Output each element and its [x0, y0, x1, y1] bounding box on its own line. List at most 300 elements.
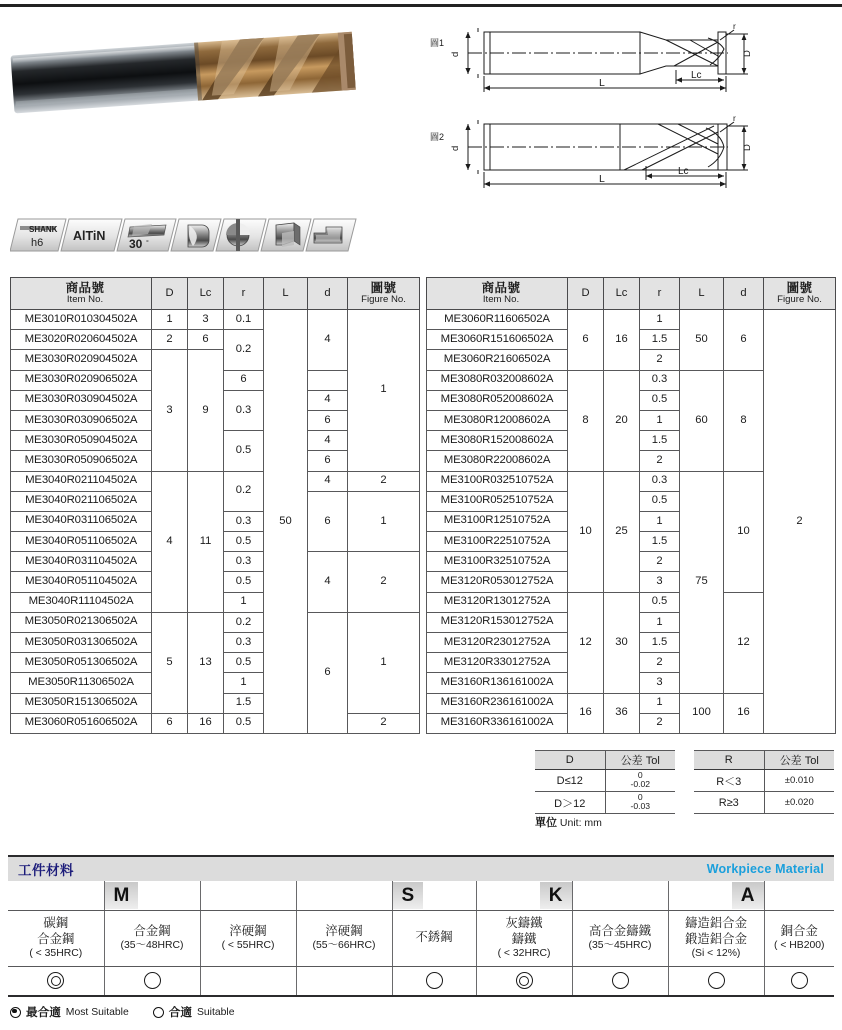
- tol-r-cond: R＜3: [694, 770, 764, 792]
- table-row[interactable]: [11, 612, 420, 632]
- material-hardness: ( < 35HRC): [29, 947, 83, 959]
- cell-item: ME3050R021306502A: [11, 612, 152, 632]
- cell-d: 6: [308, 491, 348, 552]
- cell-r: 1.5: [640, 633, 680, 653]
- svg-text:SHANK: SHANK: [29, 225, 58, 234]
- cell-r: 0.2: [224, 612, 264, 632]
- cell-item: ME3160R336161002A: [427, 713, 568, 733]
- dim-Lc: Lc: [691, 70, 702, 81]
- cell-r: 0.5: [640, 390, 680, 410]
- suitability-cell: [200, 966, 296, 996]
- tol-r-header-left: R: [694, 751, 764, 770]
- cell-r: 1: [224, 592, 264, 612]
- header-Lc: Lc: [604, 278, 640, 310]
- material-name-cell: [296, 910, 392, 966]
- cell-D: 6: [152, 713, 188, 733]
- header-fig-cn: 圖號: [370, 280, 397, 295]
- header-Lc: Lc: [188, 278, 224, 310]
- figure-2-drawing: [428, 112, 832, 204]
- cell-item: ME3050R151306502A: [11, 693, 152, 713]
- iso-group-cell: [764, 881, 834, 910]
- dim-r: r: [733, 21, 736, 31]
- cell-item: ME3100R32510752A: [427, 552, 568, 572]
- cell-r: 0.5: [640, 491, 680, 511]
- cell-item: ME3040R11104502A: [11, 592, 152, 612]
- cell-r: 0.5: [224, 653, 264, 673]
- material-line1: 碳鋼: [43, 916, 69, 931]
- shoulder-milling-icon: [306, 219, 356, 251]
- cell-item: ME3030R050906502A: [11, 451, 152, 471]
- feature-icon-strip: [10, 213, 362, 255]
- header-figure-no: [764, 278, 836, 310]
- cell-d: 12: [724, 592, 764, 693]
- material-name-cell: [200, 910, 296, 966]
- coating-altin-icon: [61, 219, 122, 251]
- cell-item: ME3100R12510752A: [427, 511, 568, 531]
- material-hardness: (55〜66HRC): [312, 940, 376, 952]
- cell-item: ME3050R11306502A: [11, 673, 152, 693]
- suitability-row: [8, 966, 834, 996]
- workpiece-title-cn: 工件材料: [18, 863, 74, 878]
- table-row[interactable]: [11, 310, 420, 330]
- material-line2: 合金鋼: [37, 931, 75, 946]
- legend-suitable: [153, 1004, 235, 1020]
- cell-item: ME3040R051104502A: [11, 572, 152, 592]
- legend-en: Most Suitable: [65, 1006, 129, 1018]
- cell-item: ME3030R050904502A: [11, 431, 152, 451]
- cell-r: 1.5: [224, 693, 264, 713]
- legend-cn: 合適: [168, 1006, 192, 1019]
- cell-item: ME3040R021106502A: [11, 491, 152, 511]
- cell-D: 10: [568, 471, 604, 592]
- cell-fig: 2: [348, 471, 420, 491]
- iso-group-row: [8, 881, 834, 910]
- cell-item: ME3040R031106502A: [11, 511, 152, 531]
- double-ring-icon: [10, 1007, 21, 1018]
- cell-item: ME3080R22008602A: [427, 451, 568, 471]
- material-hardness: (Si < 12%): [691, 947, 741, 959]
- cell-r: 0.5: [224, 431, 264, 471]
- cell-d: 4: [308, 431, 348, 451]
- cell-r: 0.3: [640, 370, 680, 390]
- table-row[interactable]: [11, 471, 420, 491]
- dim-D-big: D: [742, 144, 753, 151]
- header-figure-no: [348, 278, 420, 310]
- cell-item: ME3100R22510752A: [427, 532, 568, 552]
- figure-2-svg: [428, 112, 832, 204]
- dim-D-big: D: [742, 50, 753, 57]
- iso-group-A: [668, 881, 764, 910]
- cell-item: ME3080R152008602A: [427, 431, 568, 451]
- side-milling-icon: [261, 219, 311, 251]
- header-fig-cn: 圖號: [786, 280, 813, 295]
- tol-r-header-en: Tol: [804, 755, 819, 767]
- tolerance-row: [694, 770, 834, 792]
- material-hardness: ( < 55HRC): [221, 940, 275, 952]
- workpiece-material-header: [8, 855, 834, 881]
- cell-r: 3: [640, 673, 680, 693]
- svg-text:AlTiN: AlTiN: [73, 229, 106, 243]
- tol-d-header-cn: 公差: [620, 755, 643, 767]
- spec-header-row: [427, 278, 836, 310]
- legend-en: Suitable: [196, 1006, 235, 1018]
- dim-L: L: [599, 77, 605, 89]
- material-hardness: ( < 32HRC): [497, 947, 551, 959]
- cell-D: 6: [568, 310, 604, 371]
- cell-d: 4: [308, 310, 348, 371]
- tol-d-top: 0: [637, 770, 643, 781]
- material-line2: 鍛造鋁合金: [685, 931, 747, 946]
- header-item-cn: 商品號: [65, 280, 105, 295]
- tol-r-header-right: [764, 751, 834, 770]
- unit-cn: 單位: [535, 817, 557, 829]
- cell-r: 1.5: [640, 431, 680, 451]
- tol-d-header-right: [605, 751, 675, 770]
- single-ring-icon: [791, 972, 808, 989]
- table-row[interactable]: [11, 713, 420, 733]
- cell-r: 1: [640, 310, 680, 330]
- cell-d: 10: [724, 471, 764, 592]
- cell-item: ME3100R032510752A: [427, 471, 568, 491]
- cell-L: 60: [680, 370, 724, 471]
- single-ring-icon: [612, 972, 629, 989]
- cell-item: ME3030R030906502A: [11, 410, 152, 430]
- material-line1: 高合金鑄鐵: [589, 923, 651, 938]
- cell-d: 6: [724, 310, 764, 371]
- cell-Lc: 36: [604, 693, 640, 733]
- cell-fig: 2: [348, 552, 420, 613]
- single-ring-icon: [153, 1007, 164, 1018]
- tol-r-value: ±0.010: [764, 770, 834, 792]
- cell-D: 4: [152, 471, 188, 612]
- single-ring-icon: [426, 972, 443, 989]
- material-line1: 銅合金: [780, 923, 818, 938]
- cell-D: 8: [568, 370, 604, 471]
- dim-Lc: Lc: [678, 166, 689, 177]
- material-line1: 淬硬鋼: [229, 923, 267, 938]
- tolerance-table-r: [694, 750, 834, 814]
- header-L: L: [264, 278, 308, 310]
- cell-d: 6: [224, 370, 264, 390]
- cell-d: 16: [724, 693, 764, 733]
- spec-header-row: [11, 278, 420, 310]
- cell-d: 6: [308, 410, 348, 430]
- cell-r: 0.3: [224, 390, 264, 430]
- tol-d-cond: D＞12: [535, 792, 605, 814]
- tol-d-header-en: Tol: [645, 755, 660, 767]
- header-D: D: [568, 278, 604, 310]
- tol-d-value: [605, 770, 675, 792]
- tol-r-header-cn: 公差: [779, 755, 802, 767]
- cell-item: ME3060R151606502A: [427, 330, 568, 350]
- cell-d: 4: [308, 390, 348, 410]
- cell-D: 2: [152, 330, 188, 350]
- header-D: D: [152, 278, 188, 310]
- material-name-cell: [572, 910, 668, 966]
- cell-item: ME3050R031306502A: [11, 633, 152, 653]
- cell-r: 0.2: [224, 471, 264, 511]
- header-r: r: [224, 278, 264, 310]
- tol-d-header-left: D: [535, 751, 605, 770]
- svg-text:30: 30: [129, 237, 143, 251]
- material-line1: 鑄造鋁合金: [685, 916, 747, 931]
- cell-Lc: 25: [604, 471, 640, 592]
- spec-body-left: [11, 310, 420, 734]
- helix-angle-icon: [117, 219, 176, 251]
- material-name-cell: [392, 910, 476, 966]
- cell-r: 0.3: [640, 471, 680, 491]
- spec-table-right: [426, 277, 836, 734]
- cell-D: 16: [568, 693, 604, 733]
- cell-item: ME3160R136161002A: [427, 673, 568, 693]
- cell-item: ME3020R020604502A: [11, 330, 152, 350]
- cell-r: 0.3: [224, 552, 264, 572]
- svg-text:h6: h6: [31, 237, 44, 249]
- cell-r: 0.1: [224, 310, 264, 330]
- header-item-en: Item No.: [66, 294, 104, 306]
- cell-item: ME3060R11606502A: [427, 310, 568, 330]
- cell-r: 0.2: [224, 330, 264, 370]
- suitability-legend: [10, 1004, 251, 1020]
- material-hardness: (35〜48HRC): [120, 940, 184, 952]
- iso-badge-M: M: [105, 882, 139, 909]
- tol-d-top: 0: [637, 792, 643, 803]
- tol-d-bot: -0.02: [630, 778, 651, 789]
- cell-r: 2: [640, 350, 680, 370]
- header-d: d: [308, 278, 348, 310]
- material-hardness: (35〜45HRC): [588, 940, 652, 952]
- cell-Lc: 11: [188, 471, 224, 612]
- cell-fig: 2: [764, 310, 836, 734]
- double-ring-icon: [47, 972, 64, 989]
- cell-item: ME3040R051106502A: [11, 532, 152, 552]
- suitability-cell: [104, 966, 200, 996]
- legend-most-suitable: [10, 1004, 129, 1020]
- spec-body-right: [427, 310, 836, 734]
- cell-item: ME3120R053012752A: [427, 572, 568, 592]
- cell-item: ME3120R153012752A: [427, 612, 568, 632]
- cell-r: 1.5: [640, 330, 680, 350]
- flute-section-icon: [171, 219, 221, 251]
- header-d: d: [724, 278, 764, 310]
- iso-group-K: [476, 881, 572, 910]
- cell-fig: 2: [348, 713, 420, 733]
- material-line1: 合金鋼: [133, 923, 171, 938]
- suitability-cell: [476, 966, 572, 996]
- tol-r-cond: R≥3: [694, 792, 764, 814]
- product-photo: [10, 18, 402, 122]
- cell-r: 2: [640, 713, 680, 733]
- workpiece-material-table: [8, 881, 834, 997]
- cell-item: ME3120R23012752A: [427, 633, 568, 653]
- suitability-cell: [392, 966, 476, 996]
- material-line2: 鑄鐵: [511, 931, 537, 946]
- tolerance-r-header-row: [694, 751, 834, 770]
- tol-d-cond: D≤12: [535, 770, 605, 792]
- dim-d-small: d: [450, 145, 461, 151]
- cell-r: 2: [640, 451, 680, 471]
- cell-item: ME3120R13012752A: [427, 592, 568, 612]
- cell-r: 0.3: [224, 633, 264, 653]
- material-line1: 不銹鋼: [415, 930, 453, 945]
- material-name-cell: [764, 910, 834, 966]
- cell-item: ME3120R33012752A: [427, 653, 568, 673]
- cell-r: 1: [640, 511, 680, 531]
- tolerance-d-header-row: [535, 751, 675, 770]
- top-divider-rule: [0, 4, 842, 7]
- iso-group-cell: [296, 881, 392, 910]
- single-ring-icon: [708, 972, 725, 989]
- cell-item: ME3030R020904502A: [11, 350, 152, 370]
- table-row[interactable]: [427, 310, 836, 330]
- cell-item: ME3080R12008602A: [427, 410, 568, 430]
- material-name-cell: [104, 910, 200, 966]
- header-item-en: Item No.: [482, 294, 520, 306]
- iso-group-S: [392, 881, 476, 910]
- cell-item: ME3100R052510752A: [427, 491, 568, 511]
- cell-item: ME3060R21606502A: [427, 350, 568, 370]
- iso-group-M: [104, 881, 200, 910]
- slotting-icon: [216, 219, 266, 251]
- cell-r: 1: [224, 673, 264, 693]
- iso-group-cell: [8, 881, 104, 910]
- cell-item: ME3030R020906502A: [11, 370, 152, 390]
- cell-r: 0.5: [640, 592, 680, 612]
- cell-r: 1.5: [640, 532, 680, 552]
- material-line1: 灰鑄鐵: [505, 916, 543, 931]
- header-item-cn: 商品號: [481, 280, 521, 295]
- single-ring-icon: [144, 972, 161, 989]
- spec-table-left: [10, 277, 420, 734]
- material-line1: 淬硬鋼: [325, 923, 363, 938]
- header-item-no: [427, 278, 568, 310]
- cell-r: 3: [640, 572, 680, 592]
- suitability-cell: [8, 966, 104, 996]
- material-hardness: ( < HB200): [773, 940, 825, 952]
- iso-badge-A: A: [732, 882, 764, 909]
- suitability-cell: [764, 966, 834, 996]
- cell-r: 2: [640, 653, 680, 673]
- cell-d: 6: [308, 451, 348, 471]
- figure-1-drawing: [428, 18, 832, 110]
- iso-group-cell: [572, 881, 668, 910]
- cell-L: 50: [264, 310, 308, 734]
- end-mill-photo-svg: [10, 18, 402, 122]
- cell-Lc: 9: [188, 350, 224, 471]
- cell-r: 0.5: [224, 532, 264, 552]
- cell-D: 3: [152, 350, 188, 471]
- cell-fig: 1: [348, 310, 420, 472]
- cell-Lc: 30: [604, 592, 640, 693]
- header-fig-en: Figure No.: [361, 294, 406, 306]
- cell-item: ME3160R236161002A: [427, 693, 568, 713]
- svg-text:°: °: [146, 240, 149, 247]
- workpiece-title-en: Workpiece Material: [706, 862, 824, 876]
- unit-note: [535, 814, 602, 830]
- cell-Lc: 16: [604, 310, 640, 371]
- dim-L: L: [599, 173, 605, 185]
- workpiece-material-section: [8, 855, 834, 997]
- cell-item: ME3080R052008602A: [427, 390, 568, 410]
- cell-d: 4: [308, 552, 348, 613]
- cell-L: 100: [680, 693, 724, 733]
- shank-h6-icon: [10, 219, 66, 251]
- cell-Lc: 20: [604, 370, 640, 471]
- cell-r: 0.5: [224, 713, 264, 733]
- cell-r: 1: [640, 693, 680, 713]
- feature-icons-svg: [10, 213, 362, 255]
- legend-cn: 最合適: [26, 1006, 61, 1019]
- cell-D: 12: [568, 592, 604, 693]
- tolerance-table-d: [535, 750, 675, 814]
- tolerance-row: [535, 770, 675, 792]
- tol-d-bot: -0.03: [630, 800, 651, 811]
- double-ring-icon: [516, 972, 533, 989]
- figure-1-svg: [428, 18, 832, 110]
- cell-D: 5: [152, 612, 188, 713]
- cell-fig: 1: [348, 612, 420, 713]
- material-name-row: [8, 910, 834, 966]
- cell-Lc: 16: [188, 713, 224, 733]
- unit-en: Unit: mm: [559, 817, 602, 829]
- cell-item: ME3050R051306502A: [11, 653, 152, 673]
- cell-L: 75: [680, 471, 724, 693]
- cell-D: 1: [152, 310, 188, 330]
- tolerance-row: [535, 792, 675, 814]
- tol-d-value: [605, 792, 675, 814]
- header-fig-en: Figure No.: [777, 294, 822, 306]
- cell-d: 8: [724, 370, 764, 471]
- figure-1-label: 圖1: [430, 38, 445, 48]
- iso-badge-K: K: [540, 882, 572, 909]
- cell-Lc: 13: [188, 612, 224, 713]
- cell-item: ME3080R032008602A: [427, 370, 568, 390]
- cell-r: 1: [640, 612, 680, 632]
- suitability-cell: [668, 966, 764, 996]
- figure-2-label: 圖2: [430, 132, 445, 142]
- cell-d: 4: [308, 471, 348, 491]
- material-name-cell: [668, 910, 764, 966]
- cell-Lc: 6: [188, 330, 224, 350]
- tol-r-value: ±0.020: [764, 792, 834, 814]
- cell-d: 6: [308, 612, 348, 733]
- dim-d-small: d: [450, 51, 461, 57]
- header-L: L: [680, 278, 724, 310]
- cell-item: ME3040R031104502A: [11, 552, 152, 572]
- cell-fig: 1: [348, 491, 420, 552]
- material-name-cell: [476, 910, 572, 966]
- dim-r: r: [733, 113, 736, 123]
- suitability-cell: [296, 966, 392, 996]
- cell-item: ME3040R021104502A: [11, 471, 152, 491]
- header-item-no: [11, 278, 152, 310]
- iso-group-cell: [200, 881, 296, 910]
- header-r: r: [640, 278, 680, 310]
- cell-r: 1: [640, 410, 680, 430]
- cell-L: 50: [680, 310, 724, 371]
- cell-r: 2: [640, 552, 680, 572]
- cell-item: ME3030R030904502A: [11, 390, 152, 410]
- material-name-cell: [8, 910, 104, 966]
- suitability-cell: [572, 966, 668, 996]
- iso-badge-S: S: [393, 882, 424, 909]
- cell-item: ME3010R010304502A: [11, 310, 152, 330]
- cell-r: 0.5: [224, 572, 264, 592]
- cell-item: ME3060R051606502A: [11, 713, 152, 733]
- tolerance-row: [694, 792, 834, 814]
- cell-r: 0.3: [224, 511, 264, 531]
- cell-Lc: 3: [188, 310, 224, 330]
